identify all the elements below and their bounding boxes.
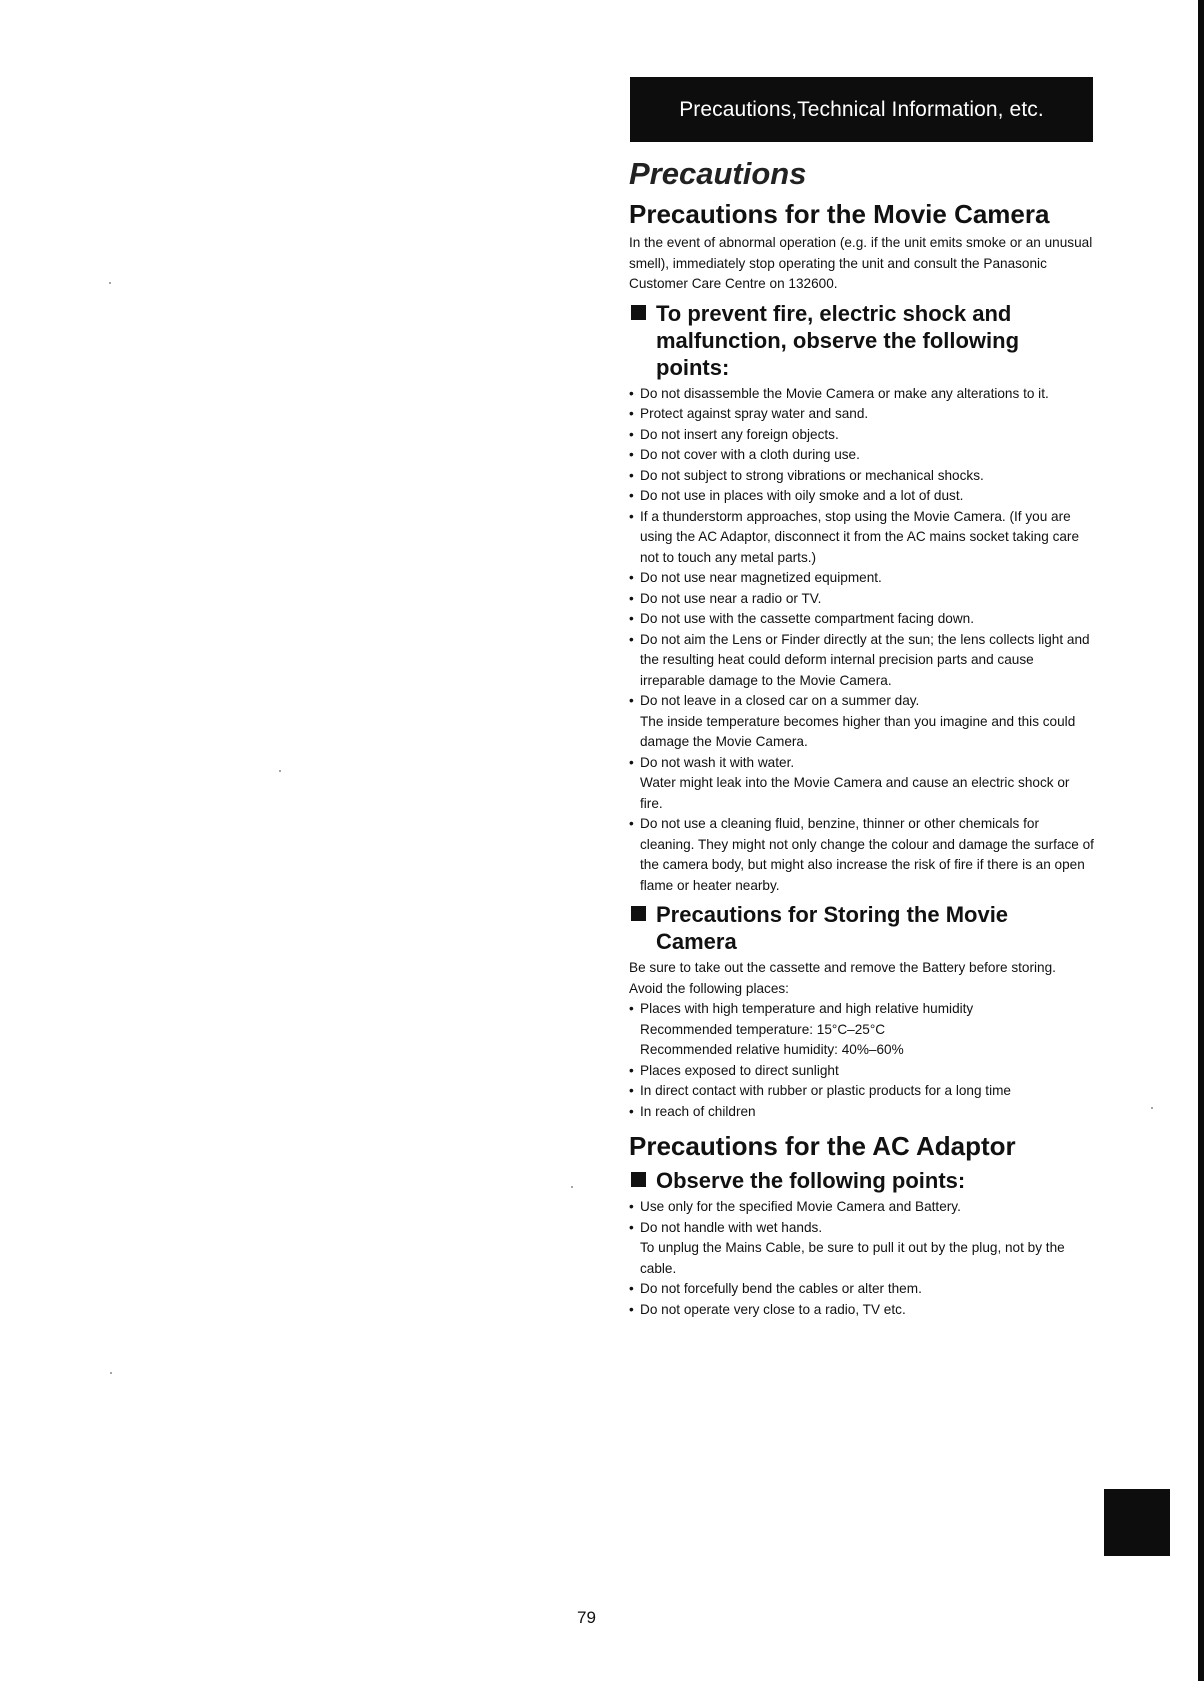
list-item-text: Do not use near a radio or TV. xyxy=(640,590,822,606)
bullet-dot-icon: • xyxy=(629,570,634,585)
bullet-dot-icon: • xyxy=(629,385,634,401)
list-item-text: Places exposed to direct sunlight xyxy=(640,1062,839,1078)
bullet-dot-icon: • xyxy=(629,406,634,421)
bullet-dot-icon: • xyxy=(629,816,634,831)
page-content xyxy=(629,154,1094,1320)
movie-camera-intro: In the event of abnormal operation (e.g. if the unit emits smoke or an unusual smell), immediately stop operating the unit and consult the Panasonic Customer Care Centre on 132600. xyxy=(629,235,1093,291)
scan-speck xyxy=(1151,1107,1153,1109)
storing-heading xyxy=(629,901,1094,955)
list-item-text: Do not cover with a cloth during use. xyxy=(640,447,860,462)
square-bullet-icon xyxy=(631,906,646,921)
ac-adaptor-heading: Precautions for the AC Adaptor xyxy=(629,1131,1016,1161)
list-item xyxy=(629,999,1094,1061)
fire-prevention-list xyxy=(629,384,1094,897)
bullet-dot-icon: • xyxy=(629,508,634,524)
list-item xyxy=(629,1218,1094,1280)
storing-avoid: Avoid the following places: xyxy=(629,980,789,996)
list-item-text: Do not use near magnetized equipment. xyxy=(640,570,882,585)
list-item-text: Places with high temperature and high relative humidity xyxy=(640,1001,974,1016)
list-item-note: Recommended temperature: 15°C–25°C xyxy=(640,1021,886,1037)
list-item-text: Do not subject to strong vibrations or mechanical shocks. xyxy=(640,467,984,483)
list-item-text: Do not aim the Lens or Finder directly at the sun; the lens collects light and the resulting heat could deform internal precision parts and cause irreparable damage to the Movie Camera. xyxy=(640,631,1090,688)
bullet-dot-icon: • xyxy=(629,611,634,626)
ac-observe-heading xyxy=(629,1167,1094,1194)
page-number: 79 xyxy=(577,1608,596,1627)
list-item xyxy=(629,568,1094,589)
list-item-text: Protect against spray water and sand. xyxy=(640,406,869,421)
list-item xyxy=(629,589,1094,610)
bullet-dot-icon: • xyxy=(629,1219,634,1235)
ac-adaptor-list xyxy=(629,1197,1094,1320)
list-item-text: Use only for the specified Movie Camera and Battery. xyxy=(640,1199,961,1214)
bullet-dot-icon: • xyxy=(629,488,634,503)
scan-speck xyxy=(279,770,281,772)
bullet-dot-icon: • xyxy=(629,1062,634,1078)
list-item xyxy=(629,753,1094,815)
bullet-dot-icon: • xyxy=(629,1083,634,1098)
storing-heading-text: Precautions for Storing the Movie Camera xyxy=(656,902,1009,954)
list-item xyxy=(629,1279,1094,1300)
scan-speck xyxy=(110,1372,112,1374)
movie-camera-heading: Precautions for the Movie Camera xyxy=(629,199,1050,229)
list-item xyxy=(629,814,1094,896)
list-item xyxy=(629,1197,1094,1218)
bullet-dot-icon: • xyxy=(629,1281,634,1296)
list-item xyxy=(629,445,1094,466)
bullet-dot-icon: • xyxy=(629,693,634,708)
list-item-note: To unplug the Mains Cable, be sure to pull it out by the plug, not by the cable. xyxy=(640,1240,1065,1276)
list-item-text: Do not leave in a closed car on a summer day. xyxy=(640,693,920,708)
scan-speck xyxy=(571,1186,573,1188)
thumb-index-tab xyxy=(1104,1489,1170,1556)
list-item xyxy=(629,507,1094,569)
bullet-dot-icon: • xyxy=(629,631,634,647)
list-item xyxy=(629,384,1094,405)
list-item-text: Do not handle with wet hands. xyxy=(640,1219,823,1235)
list-item xyxy=(629,404,1094,425)
list-item-text: If a thunderstorm approaches, stop using the Movie Camera. (If you are using the AC Adaptor, disconnect it from the AC mains socket taking care not to touch any metal parts.) xyxy=(640,508,1080,565)
list-item-note: Water might leak into the Movie Camera and cause an electric shock or fire. xyxy=(640,775,1070,811)
bullet-dot-icon: • xyxy=(629,1103,634,1119)
page-edge-bar xyxy=(1198,0,1204,1681)
square-bullet-icon xyxy=(631,1172,646,1187)
list-item-text: Do not forcefully bend the cables or alter them. xyxy=(640,1281,922,1296)
fire-prevention-heading-text: To prevent fire, electric shock and malfunction, observe the following points: xyxy=(656,300,1020,380)
list-item xyxy=(629,466,1094,487)
bullet-dot-icon: • xyxy=(629,1301,634,1317)
list-item xyxy=(629,1102,1094,1123)
list-item-text: Do not insert any foreign objects. xyxy=(640,426,839,442)
bullet-dot-icon: • xyxy=(629,1199,634,1214)
list-item-text: Do not wash it with water. xyxy=(640,754,795,770)
list-item xyxy=(629,691,1094,753)
list-item xyxy=(629,1081,1094,1102)
list-item-text: Do not use a cleaning fluid, benzine, thinner or other chemicals for cleaning. They might not only change the colour and damage the surface of the camera body, but might also increase the risk of fire if there is an open flame or heater nearby. xyxy=(640,816,1094,893)
section-header-band xyxy=(630,77,1093,142)
list-item xyxy=(629,486,1094,507)
square-bullet-icon xyxy=(631,305,646,320)
list-item-note: The inside temperature becomes higher than you imagine and this could damage the Movie Camera. xyxy=(640,713,1076,749)
bullet-dot-icon: • xyxy=(629,467,634,483)
list-item-text: Do not disassemble the Movie Camera or make any alterations to it. xyxy=(640,385,1049,401)
section-title: Precautions xyxy=(629,156,807,191)
bullet-dot-icon: • xyxy=(629,1001,634,1016)
bullet-dot-icon: • xyxy=(629,447,634,462)
list-item xyxy=(629,630,1094,692)
scan-speck xyxy=(109,282,111,284)
list-item xyxy=(629,609,1094,630)
list-item-note: Recommended relative humidity: 40%–60% xyxy=(640,1042,904,1057)
list-item-text: In reach of children xyxy=(640,1103,756,1119)
bullet-dot-icon: • xyxy=(629,426,634,442)
list-item xyxy=(629,1061,1094,1082)
bullet-dot-icon: • xyxy=(629,754,634,770)
list-item-text: Do not use with the cassette compartment facing down. xyxy=(640,611,974,626)
list-item xyxy=(629,425,1094,446)
ac-observe-heading-text: Observe the following points: xyxy=(656,1168,966,1193)
storing-list xyxy=(629,999,1094,1122)
bullet-dot-icon: • xyxy=(629,590,634,606)
fire-prevention-heading xyxy=(629,300,1094,381)
section-header-title: Precautions,Technical Information, etc. xyxy=(679,98,1044,121)
list-item-text: In direct contact with rubber or plastic products for a long time xyxy=(640,1083,1011,1098)
list-item xyxy=(629,1300,1094,1321)
list-item-text: Do not operate very close to a radio, TV etc. xyxy=(640,1301,906,1317)
list-item-text: Do not use in places with oily smoke and a lot of dust. xyxy=(640,488,964,503)
storing-intro: Be sure to take out the cassette and remove the Battery before storing. xyxy=(629,960,1056,975)
